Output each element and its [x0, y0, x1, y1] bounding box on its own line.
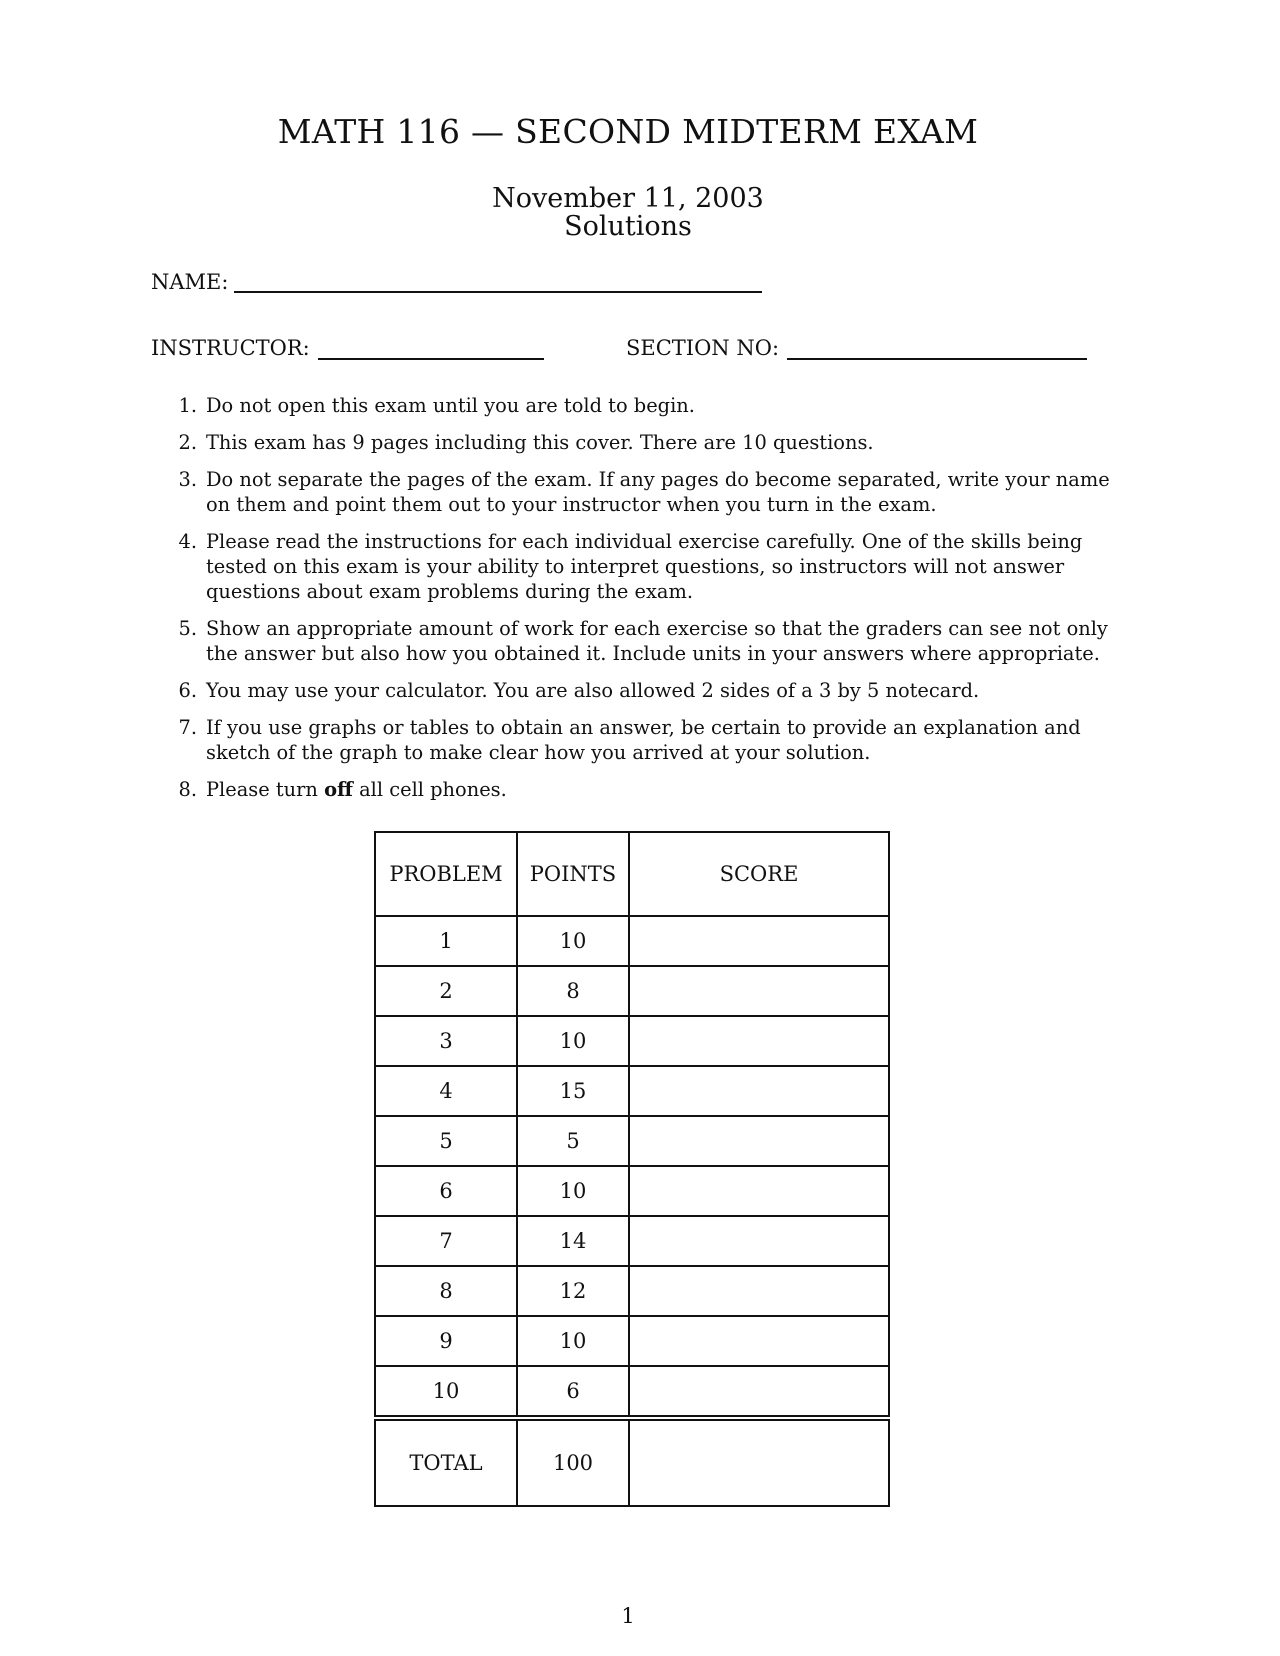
problem-number: 6	[375, 1166, 517, 1216]
instruction-item	[171, 529, 1121, 604]
table-row	[375, 1366, 889, 1418]
problem-number: 4	[375, 1066, 517, 1116]
exam-subtitle: Solutions	[564, 211, 692, 242]
table-row	[375, 916, 889, 966]
problem-number: 10	[375, 1366, 517, 1418]
instruction-item	[171, 678, 1121, 703]
page-number: 1	[621, 1604, 635, 1628]
problem-points: 12	[517, 1266, 629, 1316]
score-cell[interactable]	[629, 1066, 889, 1116]
table-row	[375, 1266, 889, 1316]
instruction-text: Do not open this exam until you are told to begin.	[206, 394, 695, 417]
instruction-item	[171, 777, 1121, 802]
instruction-item	[171, 715, 1121, 765]
total-points: 100	[517, 1418, 629, 1506]
problem-number: 3	[375, 1016, 517, 1066]
score-cell[interactable]	[629, 1116, 889, 1166]
page-title: MATH 116 — SECOND MIDTERM EXAM	[277, 112, 979, 151]
score-table-header-row	[375, 832, 889, 916]
instruction-text: This exam has 9 pages including this cover. There are 10 questions.	[206, 431, 874, 454]
score-column-header: SCORE	[629, 832, 889, 916]
instruction-text: You may use your calculator. You are also allowed 2 sides of a 3 by 5 notecard.	[206, 679, 980, 702]
score-cell[interactable]	[629, 1366, 889, 1418]
problem-number: 9	[375, 1316, 517, 1366]
total-label: TOTAL	[375, 1418, 517, 1506]
instruction-item	[171, 616, 1121, 666]
problem-points: 5	[517, 1116, 629, 1166]
instruction-text-before: Please turn	[206, 778, 325, 801]
problem-number: 8	[375, 1266, 517, 1316]
table-row	[375, 1016, 889, 1066]
problem-points: 10	[517, 1166, 629, 1216]
table-row	[375, 1116, 889, 1166]
instruction-item	[171, 430, 1121, 455]
problem-number: 7	[375, 1216, 517, 1266]
score-cell[interactable]	[629, 1316, 889, 1366]
instructions-list	[171, 393, 1121, 814]
total-score-cell[interactable]	[629, 1418, 889, 1506]
table-row	[375, 1316, 889, 1366]
instruction-item	[171, 393, 1121, 418]
score-cell[interactable]	[629, 1266, 889, 1316]
score-cell[interactable]	[629, 1166, 889, 1216]
total-row	[375, 1418, 889, 1506]
problem-points: 10	[517, 1016, 629, 1066]
points-column-header: POINTS	[517, 832, 629, 916]
instruction-text: Show an appropriate amount of work for each exercise so that the graders can see not only the answer but also how you obtained it. Include units in your answers where appropriate.	[206, 617, 1108, 665]
score-cell[interactable]	[629, 916, 889, 966]
problem-column-header: PROBLEM	[375, 832, 517, 916]
instructor-label: INSTRUCTOR:	[151, 336, 310, 360]
instruction-number: 5.	[178, 617, 197, 640]
table-row	[375, 1066, 889, 1116]
instruction-text: Please read the instructions for each individual exercise carefully. One of the skills being tested on this exam is your ability to interpret questions, so instructors will not answer questions about exam problems during the exam.	[206, 530, 1083, 603]
problem-points: 14	[517, 1216, 629, 1266]
instruction-number: 2.	[178, 431, 197, 454]
instruction-item	[171, 467, 1121, 517]
instruction-number: 4.	[178, 530, 197, 553]
problem-number: 1	[375, 916, 517, 966]
table-row	[375, 966, 889, 1016]
name-field[interactable]	[234, 291, 762, 293]
problem-number: 2	[375, 966, 517, 1016]
score-cell[interactable]	[629, 966, 889, 1016]
score-cell[interactable]	[629, 1216, 889, 1266]
problem-points: 10	[517, 916, 629, 966]
section-field[interactable]	[787, 358, 1087, 360]
problem-points: 10	[517, 1316, 629, 1366]
instructor-field[interactable]	[318, 358, 544, 360]
instruction-number: 6.	[178, 679, 197, 702]
problem-number: 5	[375, 1116, 517, 1166]
section-label: SECTION NO:	[626, 336, 780, 360]
instruction-number: 1.	[178, 394, 197, 417]
problem-points: 8	[517, 966, 629, 1016]
instruction-number: 3.	[178, 468, 197, 491]
instruction-text-after: all cell phones.	[352, 778, 507, 801]
exam-date: November 11, 2003	[492, 183, 764, 214]
instruction-text: Do not separate the pages of the exam. If any pages do become separated, write your name on them and point them out to your instructor when you turn in the exam.	[206, 468, 1110, 516]
instruction-number: 7.	[178, 716, 197, 739]
score-cell[interactable]	[629, 1016, 889, 1066]
problem-points: 15	[517, 1066, 629, 1116]
score-table	[374, 831, 890, 1507]
table-row	[375, 1216, 889, 1266]
instruction-number: 8.	[178, 778, 197, 801]
table-row	[375, 1166, 889, 1216]
name-label: NAME:	[151, 270, 229, 294]
instruction-text: If you use graphs or tables to obtain an answer, be certain to provide an explanation and sketch of the graph to make clear how you arrived at your solution.	[206, 716, 1081, 764]
instruction-emphasis: off	[324, 778, 353, 801]
problem-points: 6	[517, 1366, 629, 1418]
